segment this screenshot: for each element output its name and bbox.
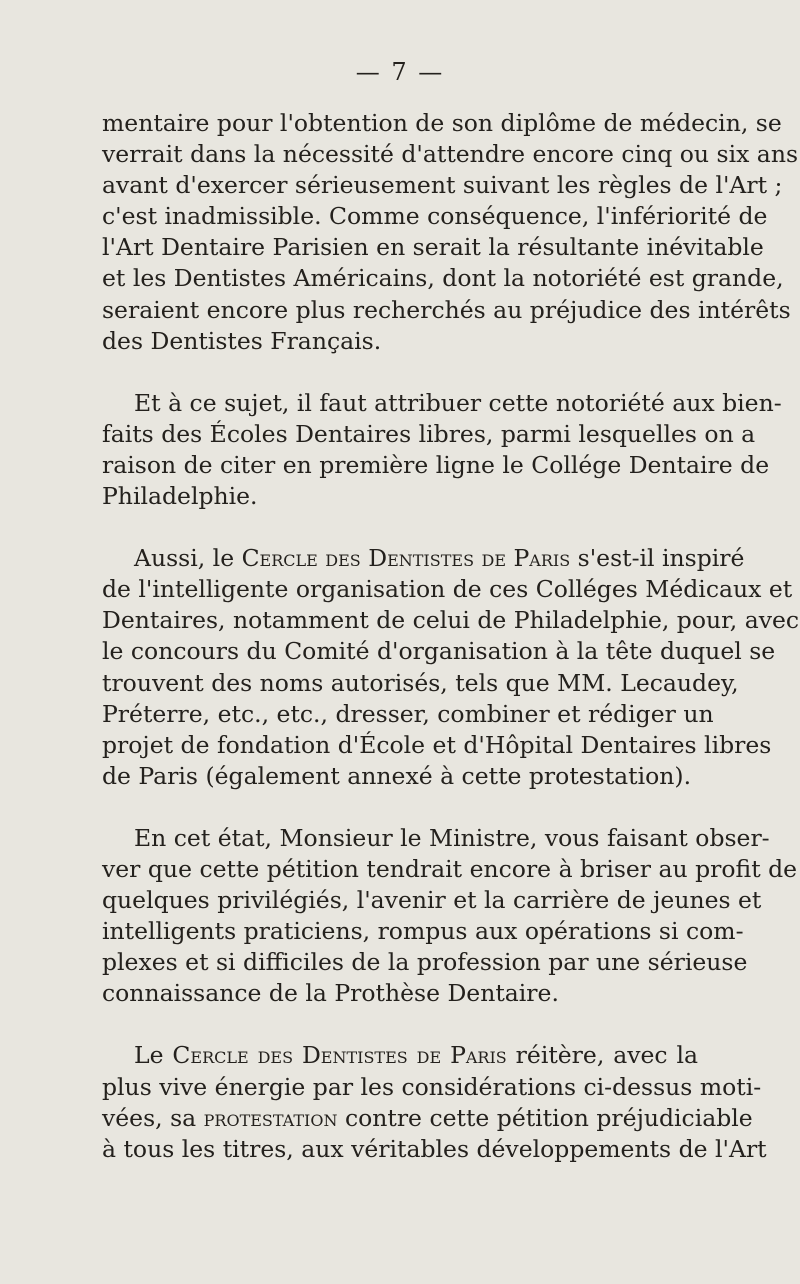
text-line: raison de citer en première ligne le Collége Dentaire de [102,450,770,479]
text-line: verrait dans la nécessité d'attendre encore cinq ou six ans [102,140,799,169]
text-line: Et à ce sujet, il faut attribuer cette notoriété aux bien- [134,388,782,417]
text-run: Le [134,1041,173,1070]
text-line: à tous les titres, aux véritables développements de l'Art [102,1134,767,1163]
text-line: c'est inadmissible. Comme conséquence, l'infériorité de [102,202,768,231]
text-line: l'Art Dentaire Parisien en serait la résultante inévitable [102,233,764,262]
text-line: plexes et si difficiles de la profession par une sérieuse [102,948,748,977]
text-line: ver que cette pétition tendrait encore à briser au profit de [102,854,798,883]
society-name: Cercle des Dentistes de Paris [172,1041,507,1070]
text-line: Dentaires, notamment de celui de Philadelphie, pour, avec [102,606,800,635]
text-line: projet de fondation d'École et d'Hôpital Dentaires libres [102,730,772,759]
text-line: trouvent des noms autorisés, tels que MM. Lecaudey, [102,668,739,697]
text-line: faits des Écoles Dentaires libres, parmi lesquelles on a [102,419,756,448]
text-line: seraient encore plus recherchés au préjudice des intérêts [102,295,791,324]
text-line: de Paris (également annexé à cette protestation). [102,761,692,790]
text-line: de l'intelligente organisation de ces Colléges Médicaux et [102,575,793,604]
text-run: contre cette pétition préjudiciable [337,1103,753,1132]
paragraph-3 [102,543,800,792]
page-number: — 7 — [355,58,445,86]
text-line [102,543,745,574]
text-line: avant d'exercer sérieusement suivant les règles de l'Art ; [102,171,783,200]
text-line: des Dentistes Français. [102,326,382,355]
protestation-word: protestation [203,1103,338,1132]
text-run: Aussi, le [134,544,242,573]
text-run: vées, sa [102,1103,204,1132]
paragraph-4 [102,823,798,1010]
text-line: mentaire pour l'obtention de son diplôme de médecin, se [102,109,782,137]
text-line: et les Dentistes Américains, dont la notoriété est grande, [102,264,784,293]
text-line: En cet état, Monsieur le Ministre, vous faisant obser- [134,823,770,852]
text-line: le concours du Comité d'organisation à la tête duquel se [102,637,776,666]
text-run: réitère, avec la [506,1041,698,1070]
text-line [102,1040,698,1071]
text-line: Préterre, etc., etc., dresser, combiner et rédiger un [102,699,714,728]
paragraph-1 [102,108,799,357]
text-run: s'est-il inspiré [570,544,745,573]
paragraph-5 [102,1040,767,1164]
text-line: connaissance de la Prothèse Dentaire. [102,979,559,1008]
paragraph-2 [102,388,782,512]
text-line: plus vive énergie par les considérations ci-dessus moti- [102,1072,762,1101]
text-line: quelques privilégiés, l'avenir et la carrière de jeunes et [102,886,762,915]
text-line: Philadelphie. [102,482,258,511]
text-line [102,1103,753,1134]
text-line: intelligents praticiens, rompus aux opérations si com- [102,917,744,946]
society-name: Cercle des Dentistes de Paris [241,544,571,573]
body-text [102,108,800,1196]
